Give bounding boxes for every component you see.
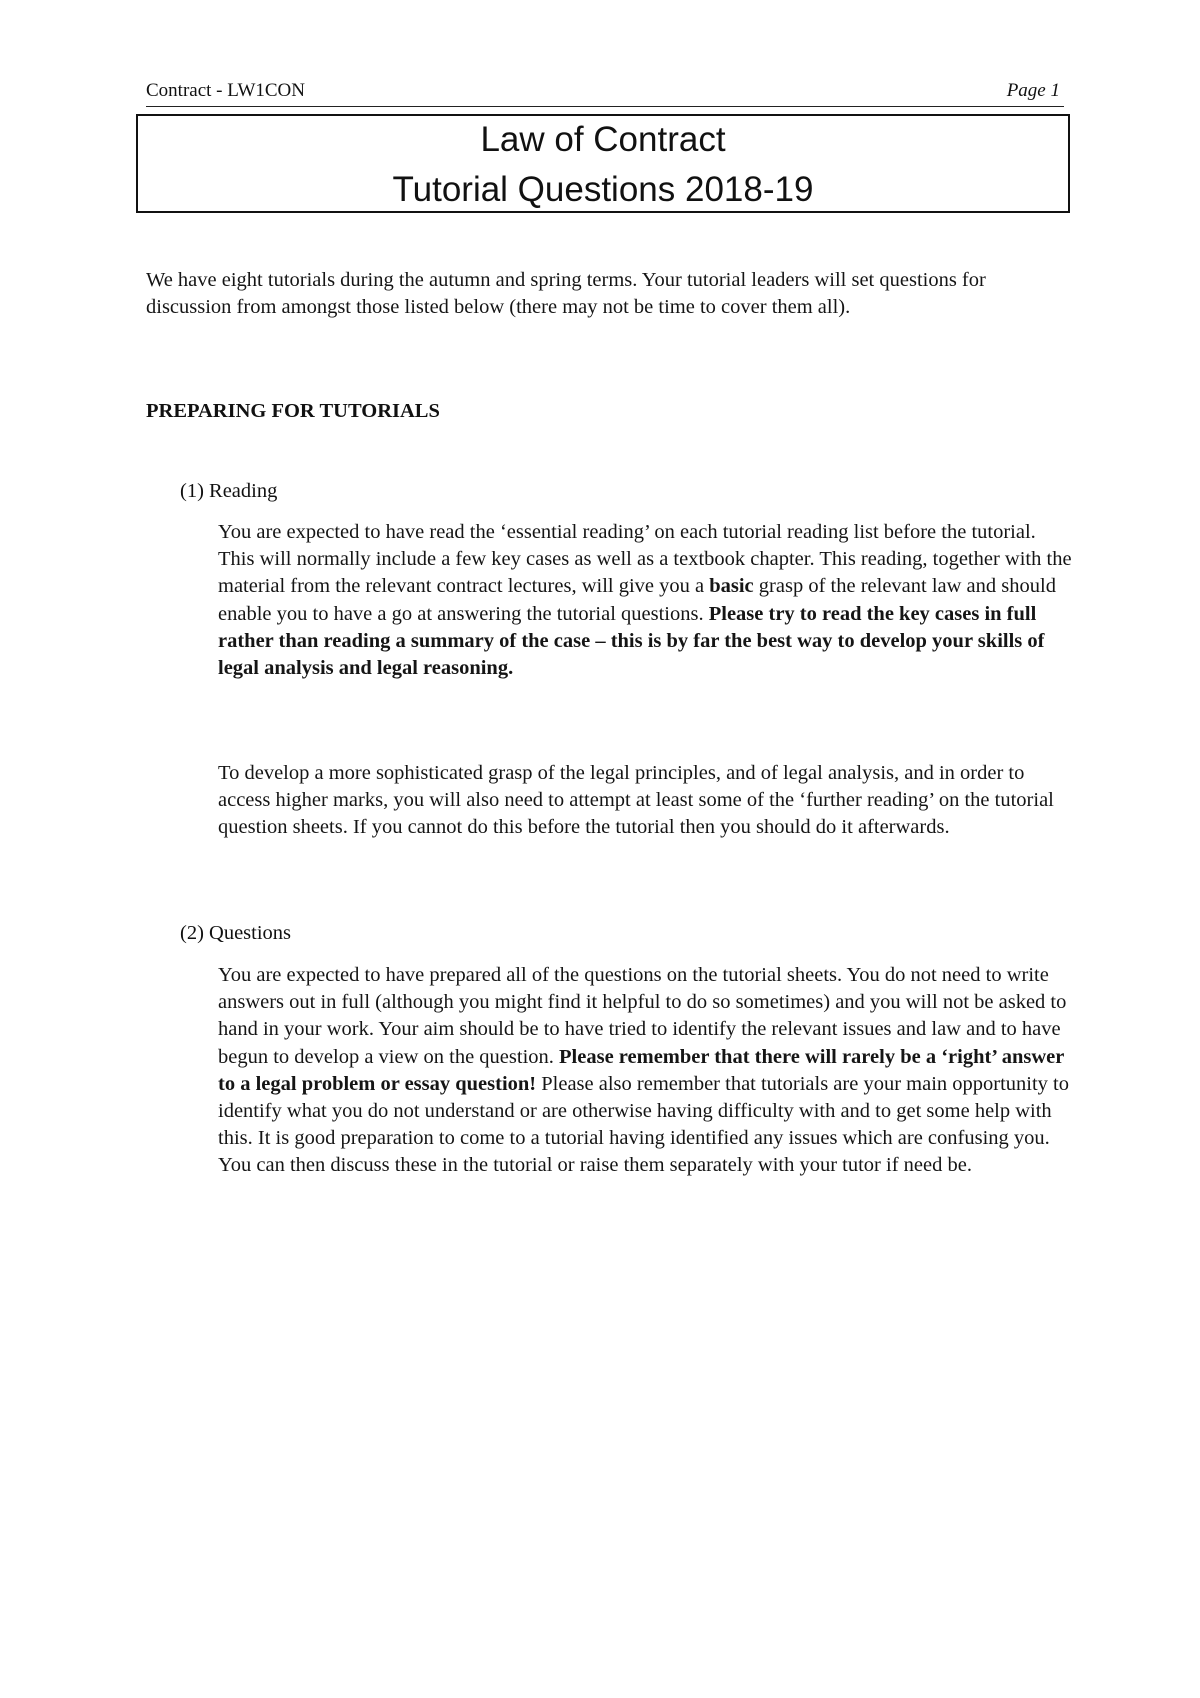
reading-p1-text-a: You are expected to have read the ‘essential reading’ on each tutorial reading list before the tutorial. This will normally include a few key cases as well as a textbook chapter. This reading, together with the material from the relevant contract lectures, will give you a — [218, 521, 1072, 598]
questions-heading: (2) Questions — [180, 922, 292, 944]
questions-p1-text-a: You are expected to have prepared all of the questions on the tutorial sheets. You do not need to write answers out in full (although you might find it helpful to do so sometimes) and you will not be asked to hand in your work. Your aim should be to have tried to identify the relevant issues and law and to have begun to develop a view on the question. — [218, 964, 1067, 1068]
document-title: Law of Contract — [480, 120, 726, 159]
questions-paragraph — [218, 962, 1073, 1180]
title-box — [136, 114, 1070, 213]
intro-paragraph: We have eight tutorials during the autumn and spring terms. Your tutorial leaders will set questions for discussion from amongst those listed below (there may not be time to cover them all). — [146, 269, 986, 319]
header-course-code: Contract - LW1CON — [146, 80, 305, 101]
reading-paragraph-1 — [218, 519, 1073, 682]
section-heading-preparing: PREPARING FOR TUTORIALS — [146, 400, 440, 422]
reading-heading: (1) Reading — [180, 480, 278, 502]
reading-p1-text-b: grasp of the relevant law and should enable you to have a go at answering the tutorial questions. — [218, 575, 1056, 625]
document-subtitle: Tutorial Questions 2018-19 — [392, 170, 814, 209]
running-header — [146, 78, 1064, 107]
questions-p1-text-b: Please also remember that tutorials are your main opportunity to identify what you do not understand or are otherwise having difficulty with and to get some help with this. It is good preparation to come to a tutorial having identified any issues which are confusing you. You can then discuss these in the tutorial or raise them separately with your tutor if need be. — [218, 1072, 1070, 1177]
reading-p1-bold-end: Please try to read the key cases in full rather than reading a summary of the case – this is by far the best way to develop your skills of legal analysis and legal reasoning. — [218, 602, 1045, 680]
header-page-number: Page 1 — [1006, 80, 1060, 101]
reading-paragraph-2: To develop a more sophisticated grasp of the legal principles, and of legal analysis, and in order to access higher marks, you will also need to attempt at least some of the ‘further reading’ on the tutorial question sheets. If you cannot do this before the tutorial then you should do it afterwards. — [218, 762, 1054, 839]
questions-p1-bold: Please remember that there will rarely be a ‘right’ answer to a legal problem or essay question! — [218, 1045, 1064, 1095]
reading-p1-bold-word: basic — [709, 575, 754, 598]
